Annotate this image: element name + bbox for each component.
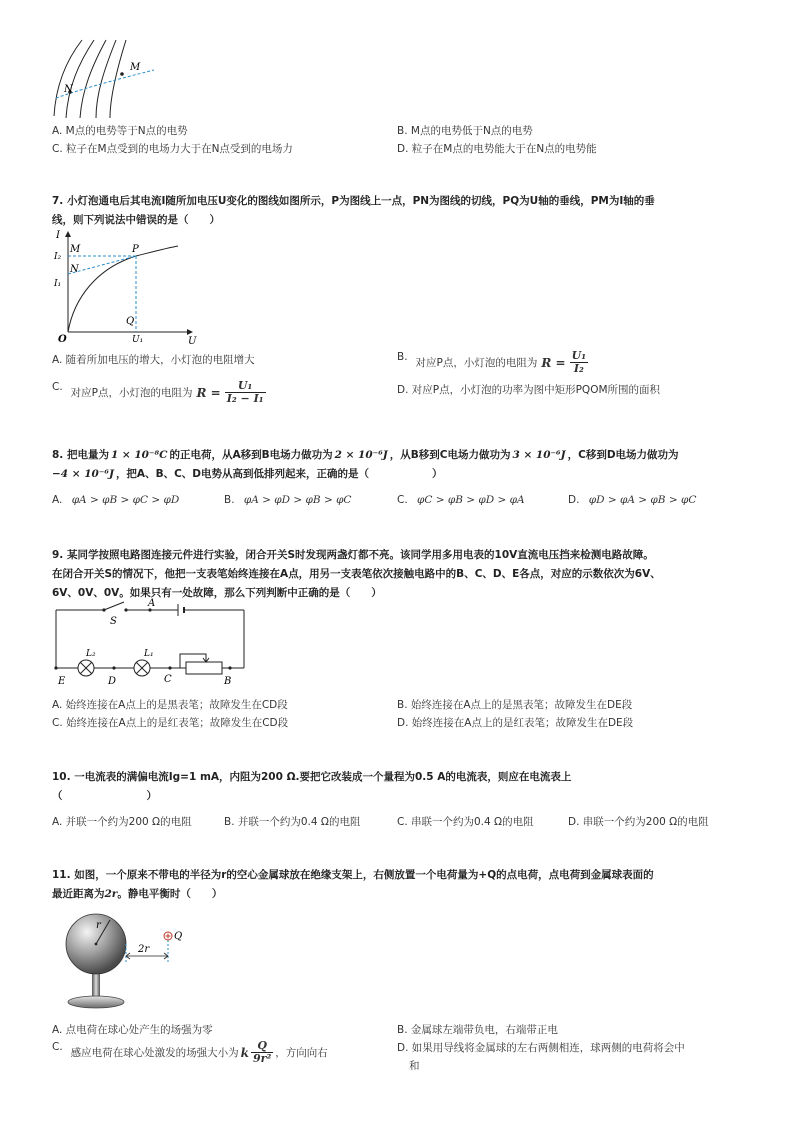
q7-option-c-lhs: R = [196,385,221,400]
q8-option-d-expr: φD > φA > φB > φC [588,494,697,506]
q8-option-c[interactable] [397,493,525,507]
q7-stem-line1: 7. 小灯泡通电后其电流I随所加电压U变化的图线如图所示，P为图线上一点，PN为图线的切线，PQ为U轴的垂线，PM为I轴的垂 [52,195,655,207]
q9-label-c: C [164,674,172,685]
q7-option-b-fraction [570,350,588,375]
q9-stem-line2: 在闭合开关S的情况下，他把一支表笔始终连接在A点，用另一支表笔依次接触电路中的B、C、D、E各点，对应的示数依次为6V、 [52,568,661,580]
q10-option-a[interactable]: A. 并联一个约为200 Ω的电阻 [52,816,192,828]
q11-option-c-text: 感应电荷在球心处激发的场强大小为 [70,1046,239,1059]
q8-option-d-prefix: D. [568,494,580,506]
q7-iu-graph [52,228,202,348]
q10-option-c[interactable]: C. 串联一个约为0.4 Ω的电阻 [397,816,534,828]
q8-stem [52,446,742,484]
q7-label-m: M [70,244,81,255]
q8-option-a-expr: φA > φB > φC > φD [71,494,180,506]
q11-label-2r: 2r [138,944,150,955]
q8-option-c-prefix: C. [397,494,408,506]
q7-label-q: Q [126,316,135,327]
q11-option-c-tail: ，方向向右 [275,1046,328,1059]
q7-axis-u: U [188,336,197,347]
q6-option-a[interactable]: A. M点的电势等于N点的电势 [52,125,188,137]
q7-origin: O [58,334,67,345]
q11-option-c-prefix: C. [52,1040,63,1053]
q7-stem [52,192,742,230]
q8-work-bc: 3 × 10⁻⁶J [512,449,566,461]
q9-stem [52,546,742,603]
q8-option-d[interactable] [568,493,696,507]
q8-charge-value: 1 × 10⁻⁸C [110,449,168,461]
q11-label-q: Q [174,931,183,942]
q8-option-b[interactable] [224,493,351,507]
q10-stem-line2: （ ） [52,790,157,802]
q9-stem-line1: 9. 某同学按照电路图连接元件进行实验，闭合开关S时发现两盏灯都不亮。该同学用多用电表的10V直流电压挡来检测电路故障。 [52,549,654,561]
q8-option-c-expr: φC > φB > φD > φA [417,494,525,506]
q9-stem-line3: 6V、0V、0V。如果只有一处故障，那么下列判断中正确的是（ ） [52,587,382,599]
q8-option-a[interactable] [52,493,179,507]
q9-circuit-diagram [50,598,250,690]
q9-label-e: E [58,676,66,687]
q9-label-l2: L₂ [86,649,96,659]
q9-label-d: D [108,676,117,687]
q8-stem-text-2: 的正电荷，从A移到B电场力做功为 [169,449,333,461]
q7-option-a[interactable]: A. 随着所加电压的增大，小灯泡的电阻增大 [52,354,255,366]
q11-option-c-num: Q [251,1040,273,1053]
q6-option-b[interactable]: B. M点的电势低于N点的电势 [397,125,533,137]
q9-label-b: B [224,676,232,687]
q10-option-d[interactable]: D. 串联一个约为200 Ω的电阻 [568,816,709,828]
q11-metal-sphere-figure [58,910,188,1014]
q7-option-b-prefix: B. [397,350,408,363]
q9-option-c[interactable]: C. 始终连接在A点上的是红表笔；故障发生在CD段 [52,717,289,729]
q11-stem-line2 [52,885,742,904]
q9-label-l1: L₁ [144,649,154,659]
q7-option-b[interactable] [397,350,588,375]
q9-label-s: S [110,616,117,627]
q7-option-b-den: I₂ [573,362,584,375]
q10-option-b[interactable]: B. 并联一个约为0.4 Ω的电阻 [224,816,361,828]
q7-label-p: P [132,244,139,255]
q10-stem-line1: 10. 一电流表的满偏电流Ig=1 mA，内阻为200 Ω.要把它改装成一个量程为0.5 A的电流表，则应在电流表上 [52,771,572,783]
q6-field-lines-figure [50,38,160,120]
q7-label-i2: I₂ [54,252,62,262]
q8-stem-line2 [52,465,742,484]
q11-option-d[interactable] [397,1041,685,1073]
q11-option-c-fraction [251,1040,273,1065]
q9-option-b[interactable]: B. 始终连接在A点上的是黑表笔；故障发生在DE段 [397,699,633,711]
q7-label-n: N [70,264,79,275]
q11-option-d-line2: 和 [409,1060,420,1072]
q8-stem-text-3: ，从B移到C电场力做功为 [389,449,511,461]
q7-option-b-num: U₁ [571,349,587,362]
q7-option-c-prefix: C. [52,380,63,393]
q7-option-c[interactable] [52,380,266,405]
q8-stem-text-1: 8. 把电量为 [52,449,109,461]
q10-stem [52,768,742,806]
q6-label-n: N [64,84,73,95]
q11-stem-text-2: 。静电平衡时（ ） [117,888,223,900]
q9-label-a: A [148,598,156,609]
q11-option-b[interactable]: B. 金属球左端带负电，右端带正电 [397,1024,558,1036]
q6-option-c[interactable]: C. 粒子在M点受到的电场力大于在N点受到的电场力 [52,143,293,155]
q11-option-d-line1: D. 如果用导线将金属球的左右两侧相连，球两侧的电荷将会中 [397,1042,685,1054]
q7-option-c-text: 对应P点，小灯泡的电阻为 [70,386,193,399]
q7-option-c-den: I₂ − I₁ [226,392,264,405]
q8-stem-text-5: ，把A、B、C、D电势从高到低排列起来，正确的是（ ） [115,468,443,480]
q8-work-cd: −4 × 10⁻⁶J [52,468,114,480]
q8-option-b-prefix: B. [224,494,235,506]
q6-label-m: M [130,62,141,73]
q8-option-b-expr: φA > φD > φB > φC [243,494,352,506]
q7-axis-i: I [56,230,60,241]
q11-distance-value: 2r [104,888,118,900]
q11-option-a[interactable]: A. 点电荷在球心处产生的场强为零 [52,1024,213,1036]
q11-label-r: r [96,920,101,931]
q11-option-c-k: k [240,1045,249,1060]
q11-option-c[interactable] [52,1040,328,1065]
q9-option-d[interactable]: D. 始终连接在A点上的是红表笔；故障发生在DE段 [397,717,634,729]
q8-work-ab: 2 × 10⁻⁶J [334,449,388,461]
q11-stem-text-1: 最近距离为 [52,888,105,900]
q7-label-u1: U₁ [132,335,144,345]
q11-option-c-den: 9r² [253,1052,272,1065]
q7-option-b-text: 对应P点，小灯泡的电阻为 [415,356,538,369]
q7-option-c-num: U₁ [225,380,266,393]
q8-option-a-prefix: A. [52,494,63,506]
q7-stem-line2: 线，则下列说法中错误的是（ ） [52,214,220,226]
q6-option-d[interactable]: D. 粒子在M点的电势能大于在N点的电势能 [397,143,597,155]
q9-option-a[interactable]: A. 始终连接在A点上的是黑表笔；故障发生在CD段 [52,699,288,711]
q7-option-b-lhs: R = [541,355,566,370]
q11-stem [52,866,742,904]
q11-stem-line1: 11. 如图，一个原来不带电的半径为r的空心金属球放在绝缘支架上，右侧放置一个电荷量为+Q的点电荷，点电荷到金属球表面的 [52,869,654,881]
q7-option-c-fraction [225,380,266,405]
q8-stem-line1 [52,446,742,465]
q7-option-d[interactable]: D. 对应P点，小灯泡的功率为图中矩形PQOM所围的面积 [397,384,661,396]
q8-stem-text-4: ，C移到D电场力做功为 [567,449,679,461]
q7-label-i1: I₁ [54,279,62,289]
